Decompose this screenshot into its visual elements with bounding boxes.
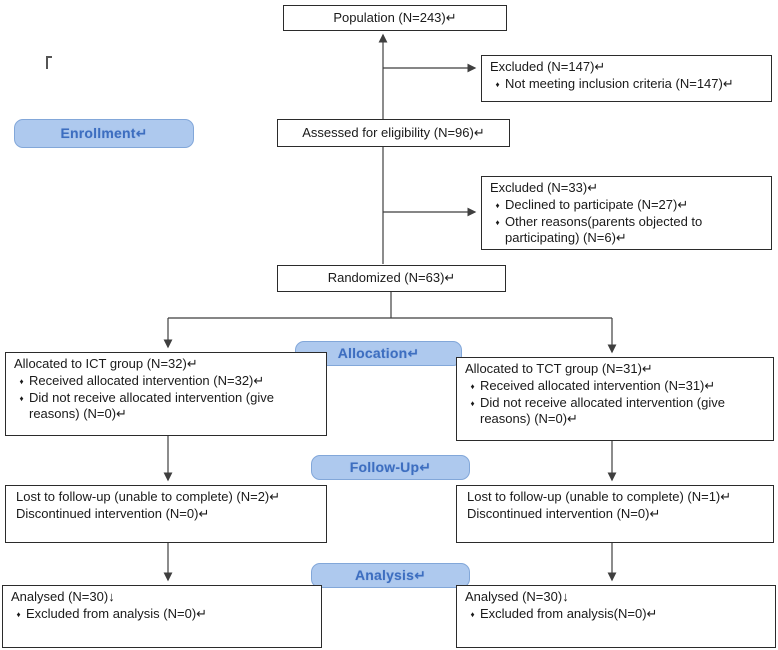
analysis-left-box xyxy=(2,585,322,648)
excluded-33-bullet-2-text: Other reasons(parents objected to participating) (N=6)↵ xyxy=(505,213,703,246)
ict-group-box xyxy=(5,352,327,436)
ict-bullet-2-text: Did not receive allocated intervention (give reasons) (N=0)↵ xyxy=(29,389,274,422)
followup-right-line-2: Discontinued intervention (N=0)↵ xyxy=(467,505,661,521)
excluded-33-bullet-2 xyxy=(490,214,765,247)
assessed-box xyxy=(277,119,510,147)
followup-right-box xyxy=(456,485,774,543)
randomized-box xyxy=(277,265,506,292)
bullet-icon: ♦ xyxy=(495,79,500,89)
followup-left-line-2: Discontinued intervention (N=0)↵ xyxy=(16,505,210,521)
bullet-icon: ♦ xyxy=(19,376,24,386)
excluded-33-bullet-1 xyxy=(490,197,765,214)
excluded-147-title: Excluded (N=147)↵ xyxy=(490,59,606,74)
ict-bullet-1 xyxy=(14,373,320,390)
randomized-text: Randomized (N=63)↵ xyxy=(327,270,456,286)
ict-group-title: Allocated to ICT group (N=32)↵ xyxy=(14,356,198,371)
population-box xyxy=(283,5,507,31)
excluded-147-bullet-text: Not meeting inclusion criteria (N=147)↵ xyxy=(505,75,734,91)
tct-group-title: Allocated to TCT group (N=31)↵ xyxy=(465,361,653,376)
cursor-tick xyxy=(48,56,52,58)
analysis-left-title: Analysed (N=30)↓ xyxy=(11,589,115,604)
analysis-right-title: Analysed (N=30)↓ xyxy=(465,589,569,604)
followup-stage-text: Follow-Up↵ xyxy=(349,459,432,475)
analysis-right-box xyxy=(456,585,776,648)
excluded-147-box xyxy=(481,55,772,102)
tct-group-box xyxy=(456,357,774,441)
bullet-icon: ♦ xyxy=(470,398,475,408)
bullet-icon: ♦ xyxy=(495,217,500,227)
followup-left-line-1: Lost to follow-up (unable to complete) (N=2)↵ xyxy=(16,489,281,504)
allocation-stage-text: Allocation↵ xyxy=(337,345,420,361)
excluded-33-box xyxy=(481,176,772,250)
ict-bullet-2 xyxy=(14,390,320,423)
bullet-icon: ♦ xyxy=(19,393,24,403)
tct-bullet-1 xyxy=(465,378,767,395)
bullet-icon: ♦ xyxy=(16,609,21,619)
enrollment-stage-text: Enrollment↵ xyxy=(60,125,148,141)
assessed-text: Assessed for eligibility (N=96)↵ xyxy=(302,124,485,140)
tct-bullet-1-text: Received allocated intervention (N=31)↵ xyxy=(480,377,716,393)
tct-bullet-2-text: Did not receive allocated intervention (give reasons) (N=0)↵ xyxy=(480,394,725,427)
followup-stage-label xyxy=(311,455,470,480)
excluded-147-bullet xyxy=(490,76,765,93)
analysis-left-bullet-text: Excluded from analysis (N=0)↵ xyxy=(26,605,208,621)
ict-bullet-1-text: Received allocated intervention (N=32)↵ xyxy=(29,372,265,388)
enrollment-stage-label xyxy=(14,119,194,148)
followup-right-line-1: Lost to follow-up (unable to complete) (N=1)↵ xyxy=(467,489,732,504)
tct-bullet-2 xyxy=(465,395,767,428)
analysis-stage-text: Analysis↵ xyxy=(354,567,427,583)
analysis-right-bullet-text: Excluded from analysis(N=0)↵ xyxy=(480,605,658,621)
bullet-icon: ♦ xyxy=(470,381,475,391)
excluded-33-title: Excluded (N=33)↵ xyxy=(490,180,599,195)
analysis-stage-label xyxy=(311,563,470,588)
analysis-left-bullet xyxy=(11,606,315,623)
bullet-icon: ♦ xyxy=(495,200,500,210)
bullet-icon: ♦ xyxy=(470,609,475,619)
population-text: Population (N=243)↵ xyxy=(333,9,457,25)
cursor-artifact xyxy=(45,56,53,69)
analysis-right-bullet xyxy=(465,606,769,623)
followup-left-box xyxy=(5,485,327,543)
excluded-33-bullet-1-text: Declined to participate (N=27)↵ xyxy=(505,196,689,212)
